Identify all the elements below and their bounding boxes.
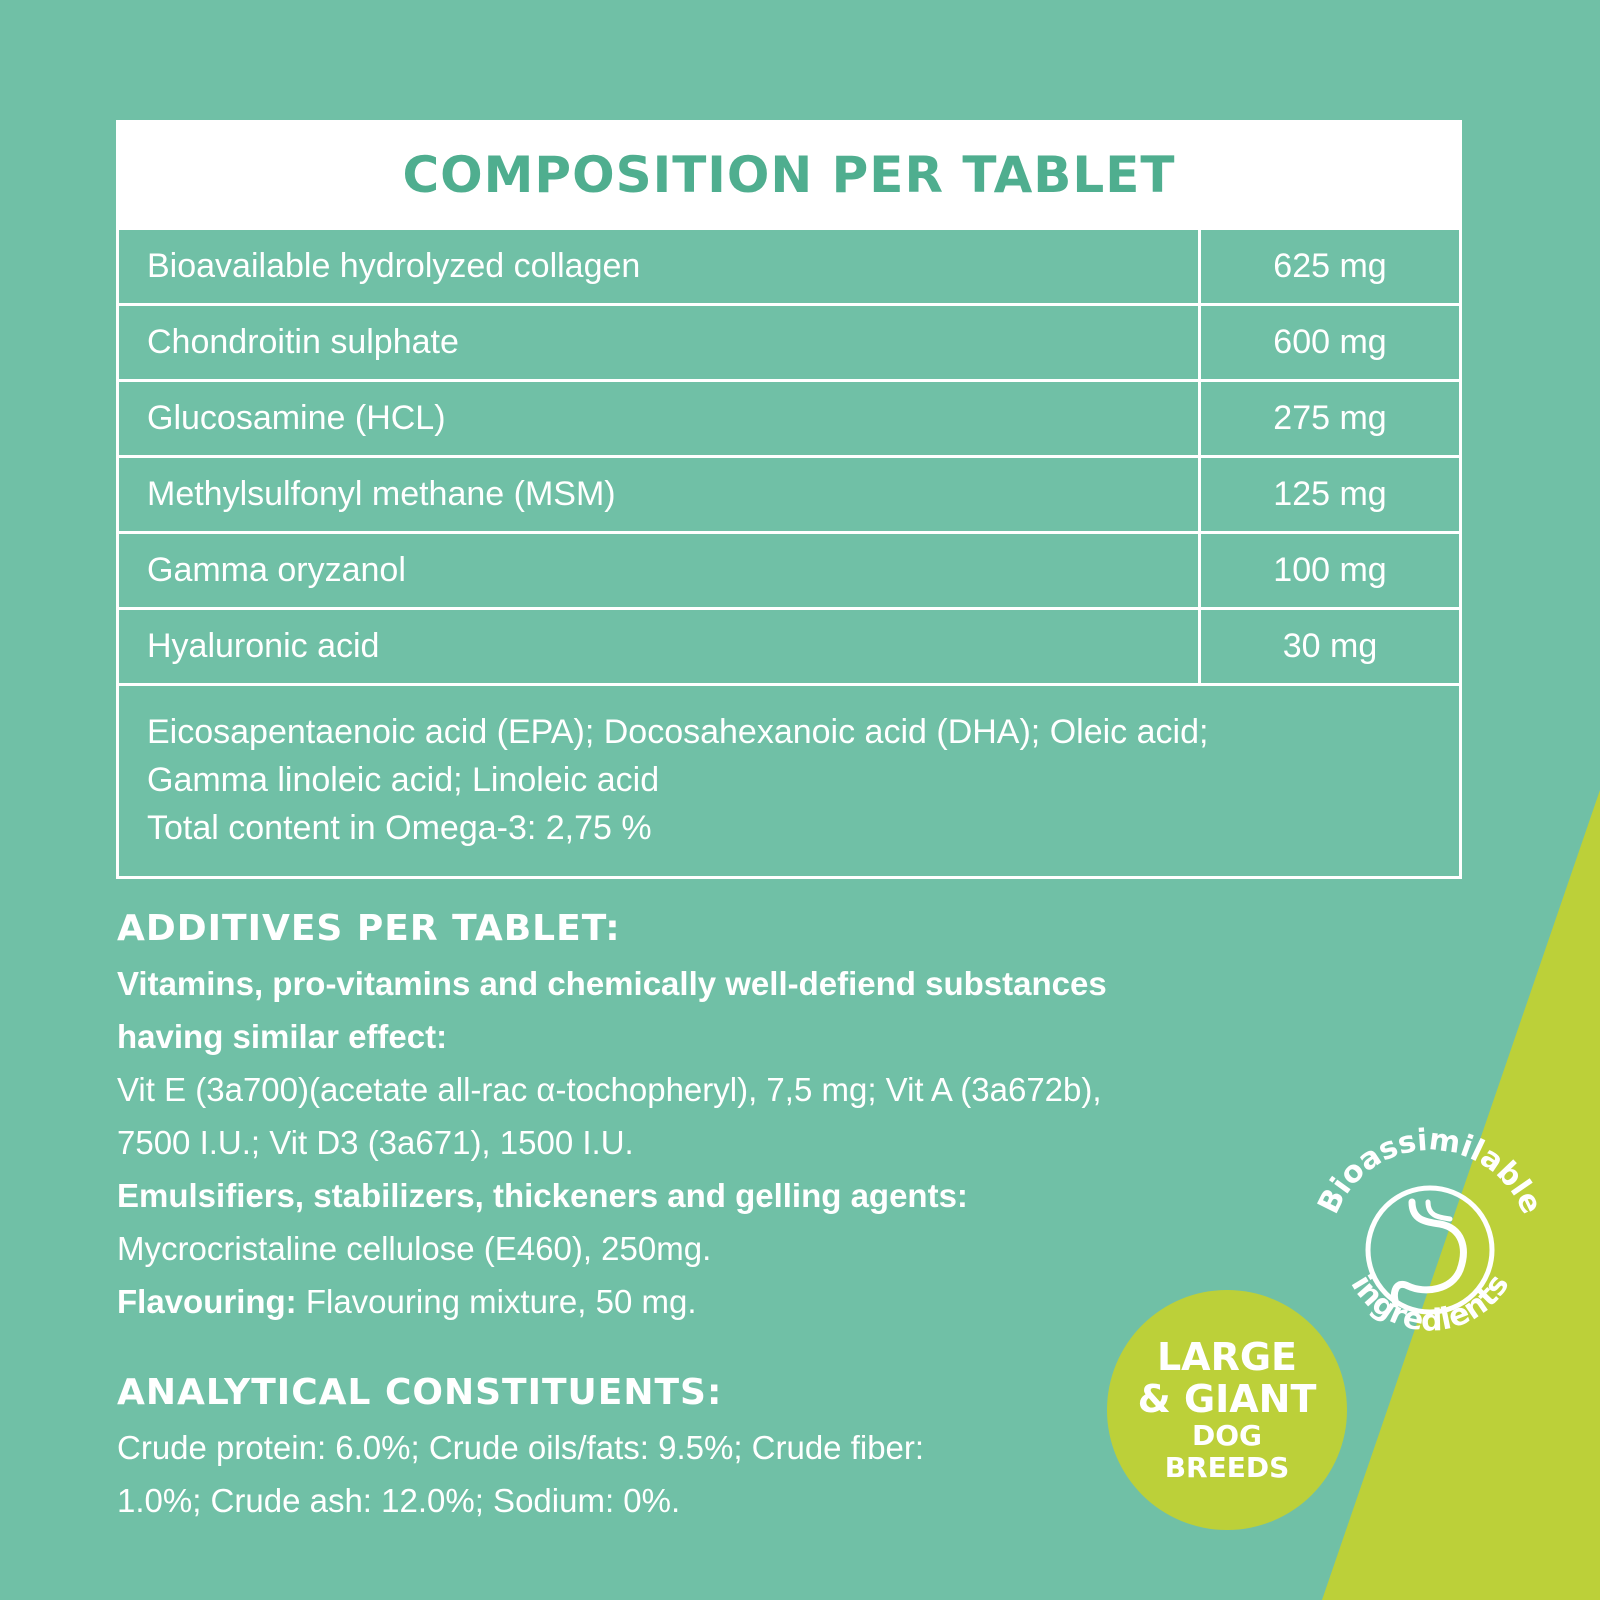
- flavouring-label: Flavouring:: [117, 1283, 297, 1320]
- fatty-acids-line: Eicosapentaenoic acid (EPA); Docosahexanoic acid (DHA); Oleic acid;: [147, 713, 1209, 751]
- ingredient-name: Gamma oryzanol: [119, 534, 1201, 607]
- vitamins-label: Vitamins, pro-vitamins and chemically well-defiend substances: [117, 965, 1107, 1002]
- ingredient-amount: 625 mg: [1273, 247, 1387, 285]
- flavouring-line: [117, 1275, 1267, 1328]
- ingredient-amount: 100 mg: [1273, 551, 1387, 589]
- table-row: [119, 379, 1459, 455]
- composition-title: COMPOSITION PER TABLET: [119, 123, 1459, 227]
- analytical-text: Crude protein: 6.0%; Crude oils/fats: 9.5%; Crude fiber:: [117, 1429, 925, 1466]
- ingredient-name: Hyaluronic acid: [119, 610, 1201, 683]
- emulsifiers-text: Mycrocristaline cellulose (E460), 250mg.: [117, 1230, 712, 1267]
- ingredient-name: Methylsulfonyl methane (MSM): [119, 458, 1201, 531]
- fatty-acids-cell: [119, 683, 1459, 876]
- additives-section: [117, 908, 1267, 1328]
- flavouring-text: Flavouring mixture, 50 mg.: [296, 1283, 697, 1320]
- ingredient-amount: 30 mg: [1282, 627, 1378, 665]
- ingredient-amount: 600 mg: [1273, 323, 1387, 361]
- ingredient-name: Chondroitin sulphate: [119, 306, 1201, 379]
- bioassimilable-stamp: [1300, 1120, 1560, 1380]
- badge-line: LARGE: [1156, 1335, 1298, 1379]
- table-row: [119, 531, 1459, 607]
- composition-table: [116, 120, 1462, 879]
- vitamins-label: having similar effect:: [117, 1018, 448, 1055]
- ingredient-amount: 275 mg: [1273, 399, 1387, 437]
- badge-line: BREEDS: [1164, 1451, 1290, 1484]
- badge-line: DOG: [1191, 1419, 1263, 1452]
- badge-line: & GIANT: [1137, 1377, 1317, 1421]
- ingredient-name: Glucosamine (HCL): [119, 382, 1201, 455]
- additives-heading: ADDITIVES PER TABLET:: [117, 908, 621, 949]
- emulsifiers-label: Emulsifiers, stabilizers, thickeners and gelling agents:: [117, 1177, 968, 1214]
- stamp-top-text: Bioassimilable: [1311, 1122, 1549, 1220]
- analytical-section: [117, 1372, 1267, 1527]
- stomach-icon: [1368, 1188, 1492, 1312]
- table-row: [119, 455, 1459, 531]
- table-row: [119, 227, 1459, 303]
- stamp-bottom-text: ingredients: [1343, 1268, 1517, 1339]
- table-row: [119, 607, 1459, 683]
- vitamins-text: 7500 I.U.; Vit D3 (3a671), 1500 I.U.: [117, 1124, 634, 1161]
- ingredient-amount: 125 mg: [1273, 475, 1387, 513]
- analytical-text: 1.0%; Crude ash: 12.0%; Sodium: 0%.: [117, 1482, 681, 1519]
- ingredient-name: Bioavailable hydrolyzed collagen: [119, 230, 1201, 303]
- analytical-heading: ANALYTICAL CONSTITUENTS:: [117, 1372, 723, 1413]
- table-row: [119, 303, 1459, 379]
- omega3-total: Total content in Omega-3: 2,75 %: [147, 809, 652, 847]
- vitamins-text: Vit E (3a700)(acetate all-rac α-tochopheryl), 7,5 mg; Vit A (3a672b),: [117, 1071, 1102, 1108]
- fatty-acids-line: Gamma linoleic acid; Linoleic acid: [147, 761, 660, 799]
